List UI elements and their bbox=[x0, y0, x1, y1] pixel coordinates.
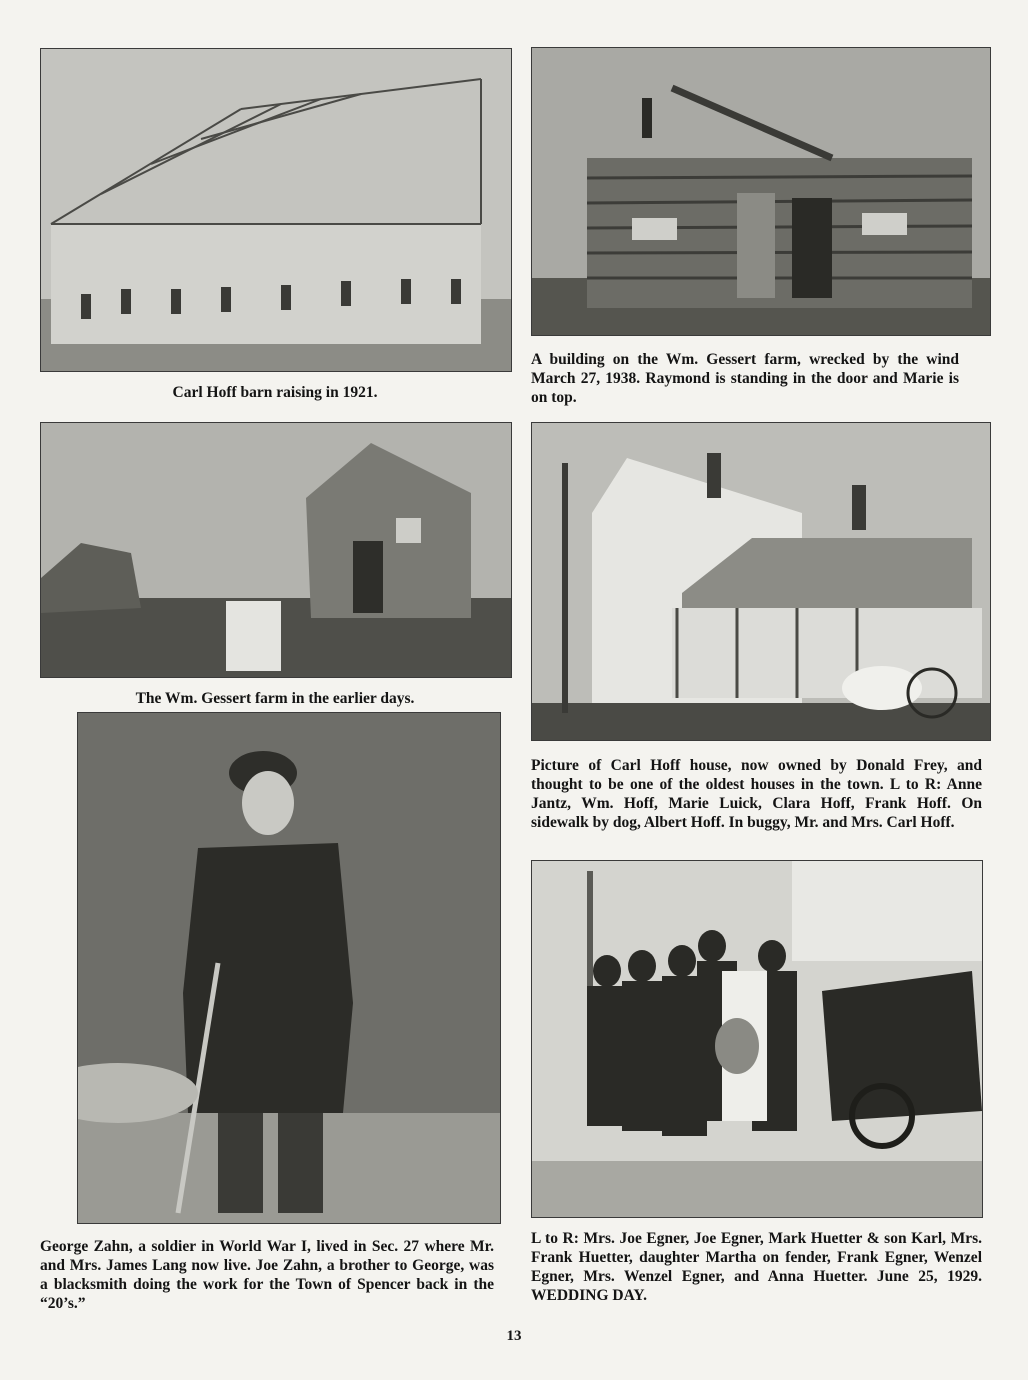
page-number: 13 bbox=[506, 1328, 522, 1344]
wedding-day-caption: L to R: Mrs. Joe Egner, Joe Egner, Mark Huetter & son Karl, Mrs. Frank Huetter, daughter Martha on fender, Frank Egner, Wenzel Egner, Mrs. Wenzel Egner, and Anna Huetter. June 25, 1929. WEDDING DAY. bbox=[531, 1230, 982, 1304]
barn-raising-caption: Carl Hoff barn raising in 1921. bbox=[172, 384, 378, 401]
barn-frame-photo bbox=[40, 48, 512, 372]
wedding-group-photo bbox=[531, 860, 983, 1218]
gessert-farm-caption: The Wm. Gessert farm in the earlier days. bbox=[135, 690, 415, 707]
farmhouse-photo bbox=[531, 422, 991, 741]
farmyard-photo bbox=[40, 422, 512, 678]
log-building-photo bbox=[531, 47, 991, 336]
hoff-house-caption: Picture of Carl Hoff house, now owned by Donald Frey, and thought to be one of the oldest houses in the town. L to R: Anne Jantz, Wm. Hoff, Marie Luick, Clara Hoff, Frank Hoff. On sidewalk by dog, Albert Hoff. In buggy, Mr. and Mrs. Carl Hoff. bbox=[531, 757, 982, 831]
soldier-portrait-photo bbox=[77, 712, 501, 1224]
gessert-building-caption: A building on the Wm. Gessert farm, wrecked by the wind March 27, 1938. Raymond is standing in the door and Marie is on top. bbox=[531, 351, 959, 406]
george-zahn-caption: George Zahn, a soldier in World War I, lived in Sec. 27 where Mr. and Mrs. James Lang now live. Joe Zahn, a brother to George, was a blacksmith doing the work for the Town of Spencer back in the “20’s.” bbox=[40, 1238, 494, 1312]
